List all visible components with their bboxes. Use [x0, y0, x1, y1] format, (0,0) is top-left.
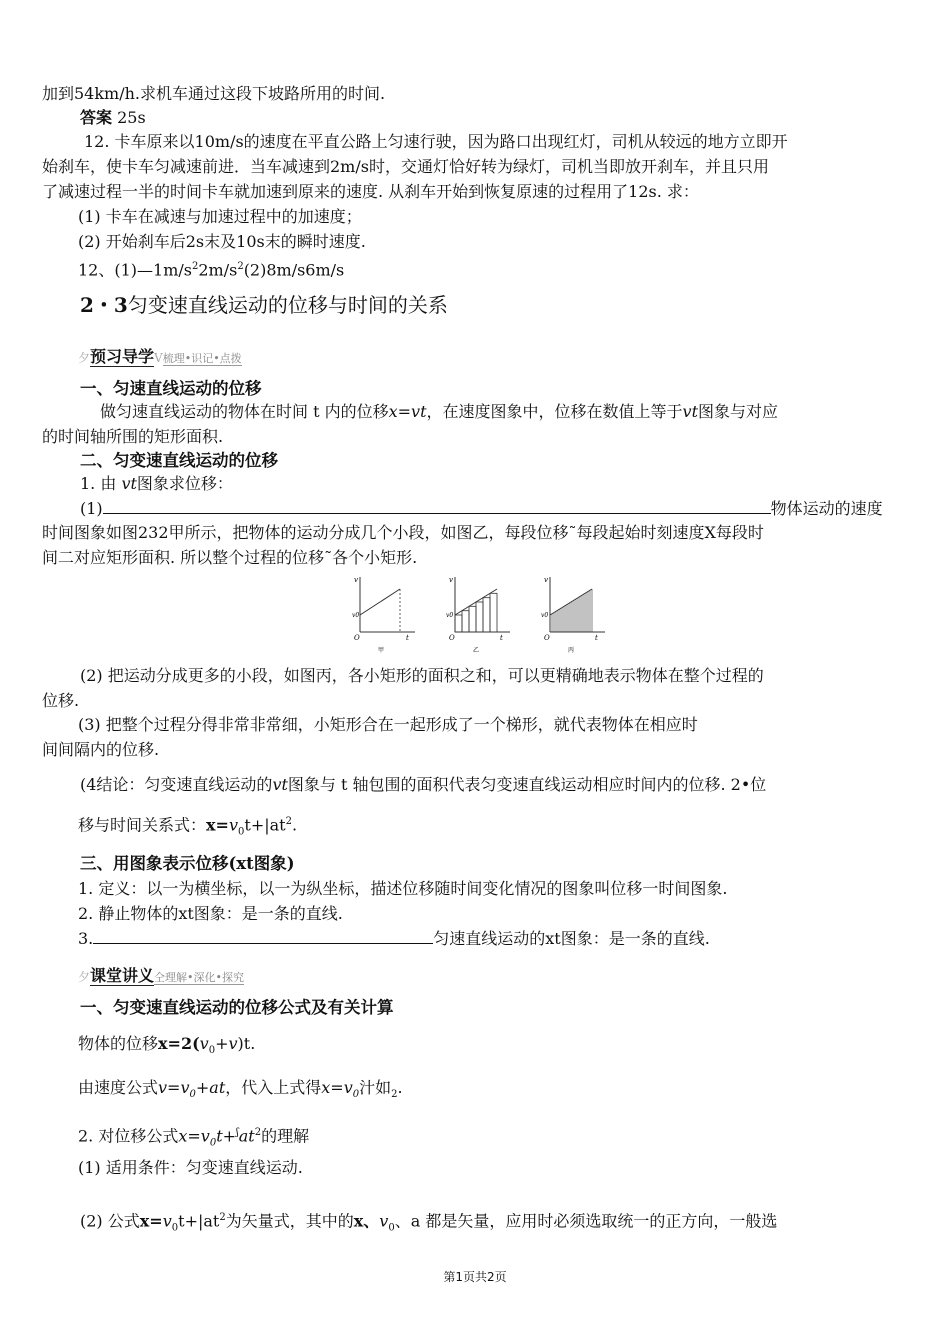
formula: v=v	[158, 1078, 190, 1097]
subsection-heading: 一、匀变速直线运动的位移公式及有关计算	[80, 998, 394, 1017]
caption-jia: 甲	[378, 647, 385, 654]
superscript: 2	[254, 1127, 262, 1138]
answer-part: 2m/s	[198, 260, 238, 280]
text-line: (1) 适用条件：匀变速直线运动.	[78, 1158, 303, 1177]
text: 图象求位移：	[136, 474, 233, 493]
text-line: 位移.	[42, 691, 80, 710]
superscript: ʃ	[236, 1127, 239, 1138]
formula: t+|at	[178, 1211, 220, 1231]
subscript: 0	[238, 826, 245, 838]
text-line: 1. 定义：以一为横坐标，以一为纵坐标，描述位移随时间变化情况的图象叫位移一时间图象.	[78, 879, 728, 898]
text-line: (1) 卡车在减速与加速过程中的加速度；	[78, 207, 362, 226]
formula: +	[215, 1034, 229, 1053]
banner-subtitle: 仝理解•深化•探究	[154, 971, 245, 984]
text-line: 始刹车，使卡车匀减速前进．当车减速到2m/s时，交通灯恰好转为绿灯，司机当即放开刹车，并且只用	[42, 157, 769, 176]
text: 做匀速直线运动的物体在时间 t 内的位移	[100, 402, 389, 421]
fill-blank	[93, 926, 433, 944]
text-line: 间间隔内的位移.	[42, 740, 160, 759]
text-line	[78, 810, 297, 845]
formula: v	[162, 1211, 172, 1231]
formula: vt	[682, 402, 698, 421]
v-label: v	[354, 576, 358, 584]
answer-part: 12、(1)—1m/s	[78, 260, 192, 280]
text: 图象与对应	[698, 402, 779, 421]
text: ，代入上式得	[225, 1078, 322, 1097]
text: 匀速直线运动的xt图象：是一条的直线.	[433, 929, 710, 948]
formula: v	[228, 1034, 238, 1053]
superscript: 2	[285, 816, 292, 827]
section-title	[80, 289, 448, 318]
section-number: 2・3	[80, 293, 128, 317]
formula: )t.	[237, 1034, 256, 1053]
text-line	[100, 400, 778, 424]
text: 为矢量式，其中的	[225, 1211, 354, 1231]
text-line: 2. 静止物体的xt图象：是一条的直线.	[78, 904, 343, 923]
formula: x=vt	[388, 402, 427, 421]
formula: x=v	[321, 1078, 353, 1097]
formula: x、	[353, 1211, 380, 1231]
formula: vt	[121, 474, 137, 493]
formula: v	[379, 1211, 389, 1231]
subscript: 0	[352, 1089, 360, 1101]
text: (1)	[80, 499, 103, 518]
text-line: (2) 开始刹车后2s末及10s末的瞬时速度.	[78, 232, 366, 251]
answer-label: 答案	[80, 108, 113, 127]
fine-rectangles	[552, 589, 592, 632]
origin-label: O	[354, 634, 360, 642]
text-line: 加到54km/h.求机车通过这段下坡路所用的时间.	[42, 84, 386, 103]
subscript: 0	[209, 1137, 217, 1149]
formula: x=	[139, 1211, 163, 1231]
subscript: 2	[391, 1089, 398, 1101]
text: 物体的位移	[78, 1034, 159, 1053]
text-line	[80, 496, 883, 521]
subscript: 0	[208, 1045, 216, 1057]
vt-graph-bing	[535, 572, 615, 657]
section-title-text: 匀变速直线运动的位移与时间的关系	[127, 293, 448, 317]
answer-line	[80, 106, 146, 130]
subscript: 0	[189, 1089, 196, 1101]
banner-deco: 夕	[78, 351, 91, 365]
subsection-heading: 三、用图象表示位移(xt图象)	[80, 854, 295, 873]
banner-deco: 夕	[78, 970, 91, 984]
origin-label: O	[544, 634, 550, 642]
text: .	[397, 1078, 403, 1097]
text: 1. 由	[80, 474, 117, 493]
v0-label: v0	[446, 612, 454, 619]
preview-banner	[78, 344, 242, 367]
formula: at	[238, 1126, 255, 1146]
text: 由速度公式	[78, 1078, 159, 1097]
vt-graph-yi	[440, 572, 520, 657]
text: 物体运动的速度	[770, 499, 883, 518]
superscript: 2	[191, 261, 199, 272]
subsection-heading: 一、匀速直线运动的位移	[80, 379, 262, 398]
v0-label: v0	[541, 612, 549, 619]
text: .	[291, 815, 298, 835]
text: 图象与 t 轴包围的面积代表匀变速直线运动相应时间内的位移. 2•位	[287, 775, 767, 794]
banner-subtitle: 梳理•识记•点拨	[162, 352, 242, 365]
formula: x=2(	[158, 1034, 200, 1053]
text-line	[80, 472, 233, 496]
caption-bing: 丙	[568, 647, 575, 654]
text-line: 12. 卡车原来以10m/s的速度在平直公路上匀速行驶，因为路口出现红灯，司机从较远的地方立即开	[84, 132, 788, 151]
text-line	[80, 1206, 777, 1241]
banner-sep: V	[154, 351, 163, 365]
origin-label: O	[449, 634, 455, 642]
lecture-banner	[78, 963, 244, 986]
text: 3.	[78, 929, 94, 948]
answer-part: (2)8m/s6m/s	[243, 260, 345, 280]
formula: x=	[206, 815, 229, 835]
text-line: 间二对应矩形面积. 所以整个过程的位移˜各个小矩形.	[42, 548, 418, 567]
text-line	[78, 926, 710, 951]
subscript: 0	[171, 1222, 179, 1234]
text-line	[78, 1121, 309, 1156]
v-label: v	[449, 576, 453, 584]
t-label: t	[406, 634, 409, 642]
text-line: (2) 把运动分成更多的小段，如图丙，各小矩形的面积之和，可以更精确地表示物体在整个过程的	[80, 666, 764, 685]
text-line: 的时间轴所围的矩形面积.	[42, 427, 224, 446]
text: 的理解	[261, 1126, 310, 1146]
formula: t+	[216, 1126, 237, 1146]
fill-blank	[103, 496, 771, 514]
text: 2. 对位移公式	[78, 1126, 179, 1146]
banner-title: 预习导学	[90, 347, 155, 366]
text: (2) 公式	[80, 1211, 140, 1231]
text: ，在速度图象中，位移在数值上等于	[426, 402, 683, 421]
formula: +at	[195, 1078, 226, 1097]
subsection-heading: 二、匀变速直线运动的位移	[80, 451, 278, 470]
banner-title: 课堂讲义	[90, 966, 155, 985]
step-rectangles	[455, 593, 497, 632]
vt-graph-jia	[340, 572, 420, 657]
superscript: 2	[219, 1212, 226, 1223]
formula: x=v	[178, 1126, 210, 1146]
subscript: 0	[388, 1222, 395, 1234]
t-label: t	[500, 634, 503, 642]
text: 、a 都是矢量，应用时必须选取统一的正方向，一般选	[394, 1211, 778, 1231]
text-line	[78, 1076, 403, 1107]
text: (4结论：匀变速直线运动的	[80, 775, 273, 794]
v0-label: v0	[352, 612, 360, 619]
superscript: 2	[237, 261, 244, 272]
text-line	[78, 1032, 255, 1063]
answer-value: 25s	[117, 108, 146, 127]
formula: t+|at	[244, 815, 286, 835]
text-line: 时间图象如图232甲所示，把物体的运动分成几个小段，如图乙，每段位移˜每段起始时刻速度Ⅹ每段时	[42, 523, 764, 542]
text: 移与时间关系式：	[78, 815, 207, 835]
page-footer: 第1页共2页	[443, 1270, 507, 1284]
text: 汁如	[359, 1078, 392, 1097]
caption-yi: 乙	[473, 647, 480, 654]
text-line: (3) 把整个过程分得非常非常细，小矩形合在一起形成了一个梯形，就代表物体在相应时	[78, 715, 698, 734]
answer-line	[78, 255, 344, 282]
text-line	[80, 773, 766, 797]
v-label: v	[544, 576, 548, 584]
velocity-line	[360, 589, 400, 615]
text-line: 了减速过程一半的时间卡车就加速到原来的速度. 从刹车开始到恢复原速的过程用了12s. 求：	[42, 182, 699, 201]
formula: vt	[272, 775, 288, 794]
t-label: t	[595, 634, 598, 642]
formula: v	[228, 815, 239, 835]
formula: v	[199, 1034, 209, 1053]
